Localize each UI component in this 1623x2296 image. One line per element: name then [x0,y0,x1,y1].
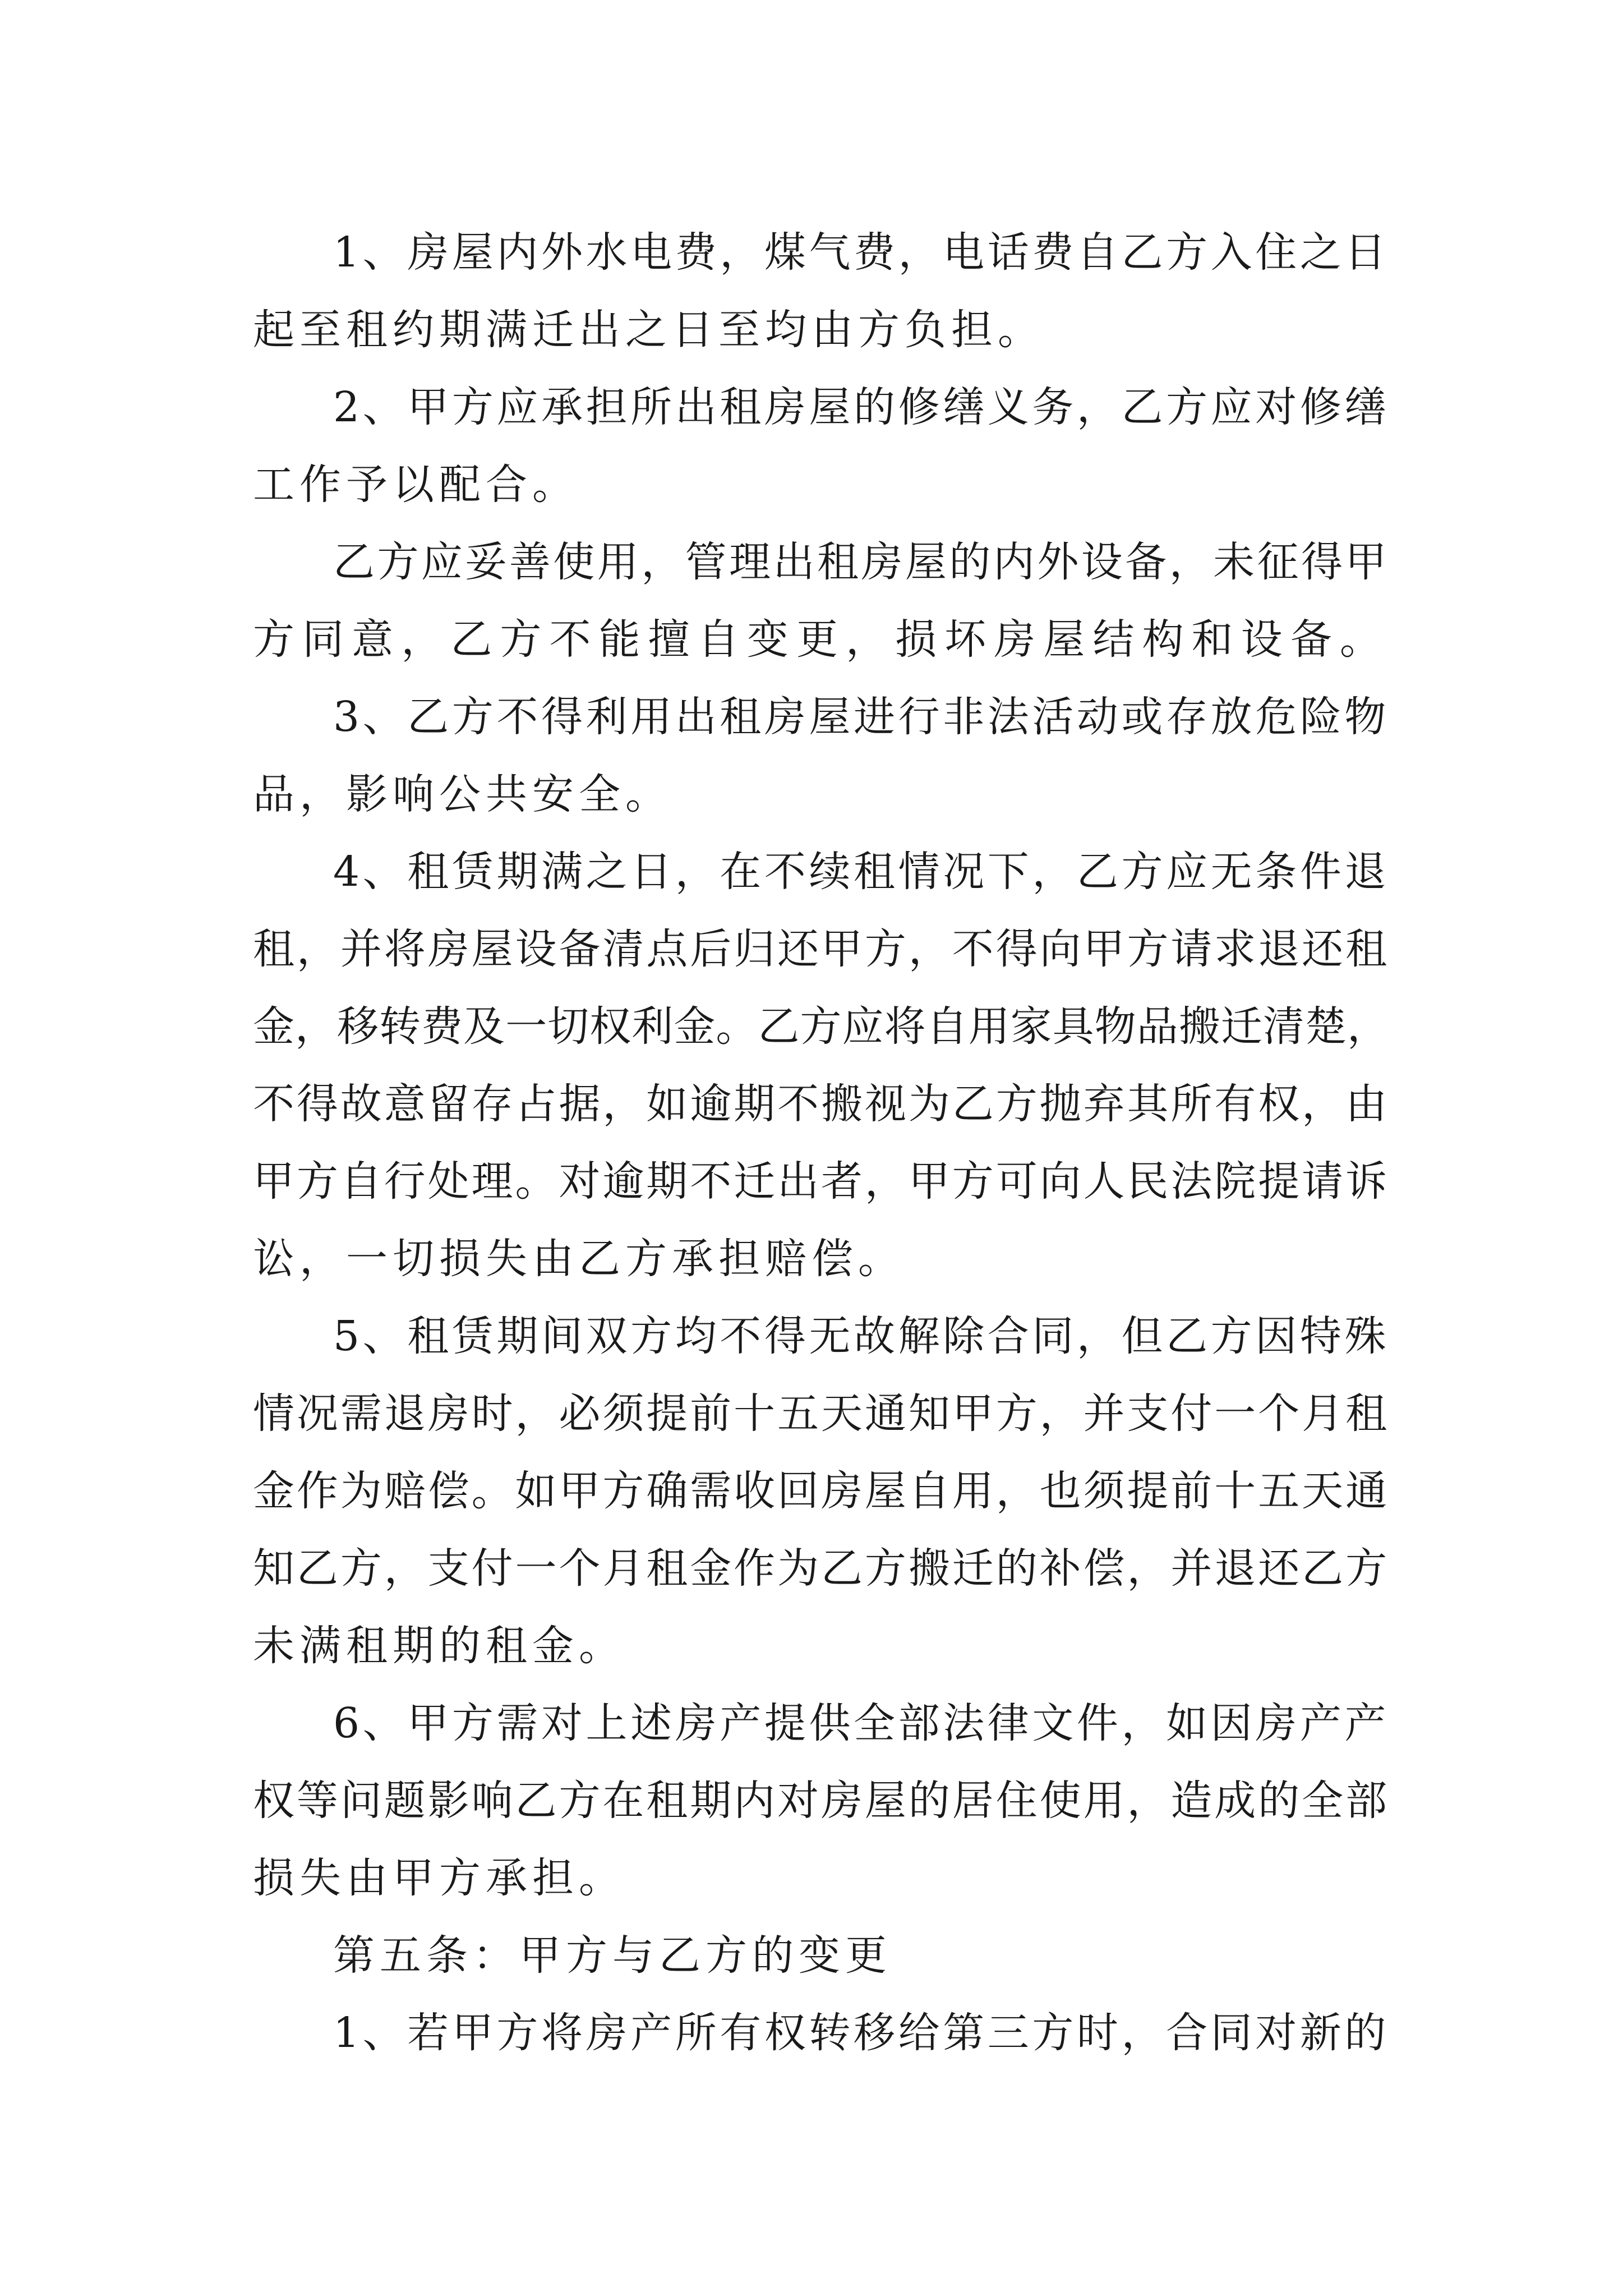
text-line: 金作为赔偿。如甲方确需收回房屋自用，也须提前十五天通 [253,1467,1389,1515]
text-line: 工作予以配合。 [253,461,579,509]
text-line: 2、甲方应承担所出租房屋的修缮义务，乙方应对修缮 [333,383,1389,431]
text-line: 1、房屋内外水电费，煤气费，电话费自乙方入住之日 [333,228,1389,277]
text-line: 方同意，乙方不能擅自变更，损坏房屋结构和设备。 [253,615,1389,664]
text-line: 乙方应妥善使用，管理出租房屋的内外设备，未征得甲 [333,538,1389,586]
text-line: 讼，一切损失由乙方承担赔偿。 [253,1235,905,1283]
text-line: 5、租赁期间双方均不得无故解除合同，但乙方因特殊 [333,1312,1389,1360]
text-line: 损失由甲方承担。 [253,1854,625,1902]
text-line: 情况需退房时，必须提前十五天通知甲方，并支付一个月租 [253,1389,1389,1438]
text-line: 未满租期的租金。 [253,1622,625,1670]
section-heading: 第五条：甲方与乙方的变更 [333,1931,892,1980]
text-line: 租，并将房屋设备清点后归还甲方，不得向甲方请求退还租 [253,925,1389,973]
text-line: 4、租赁期满之日，在不续租情况下，乙方应无条件退 [333,848,1389,896]
text-line: 品，影响公共安全。 [253,770,672,818]
text-line: 金，移转费及一切权利金。乙方应将自用家具物品搬迁清楚， [253,1002,1389,1051]
text-line: 权等问题影响乙方在租期内对房屋的居住使用，造成的全部 [253,1777,1389,1825]
text-line: 甲方自行处理。对逾期不迁出者，甲方可向人民法院提请诉 [253,1157,1389,1205]
text-line: 不得故意留存占据，如逾期不搬视为乙方抛弃其所有权，由 [253,1080,1389,1128]
text-line: 起至租约期满迁出之日至均由方负担。 [253,306,1044,354]
text-line: 6、甲方需对上述房产提供全部法律文件，如因房产产 [333,1699,1389,1747]
text-line: 3、乙方不得利用出租房屋进行非法活动或存放危险物 [333,693,1389,741]
text-line: 1、若甲方将房产所有权转移给第三方时，合同对新的 [333,2009,1389,2057]
text-line: 知乙方，支付一个月租金作为乙方搬迁的补偿，并退还乙方 [253,1544,1389,1593]
